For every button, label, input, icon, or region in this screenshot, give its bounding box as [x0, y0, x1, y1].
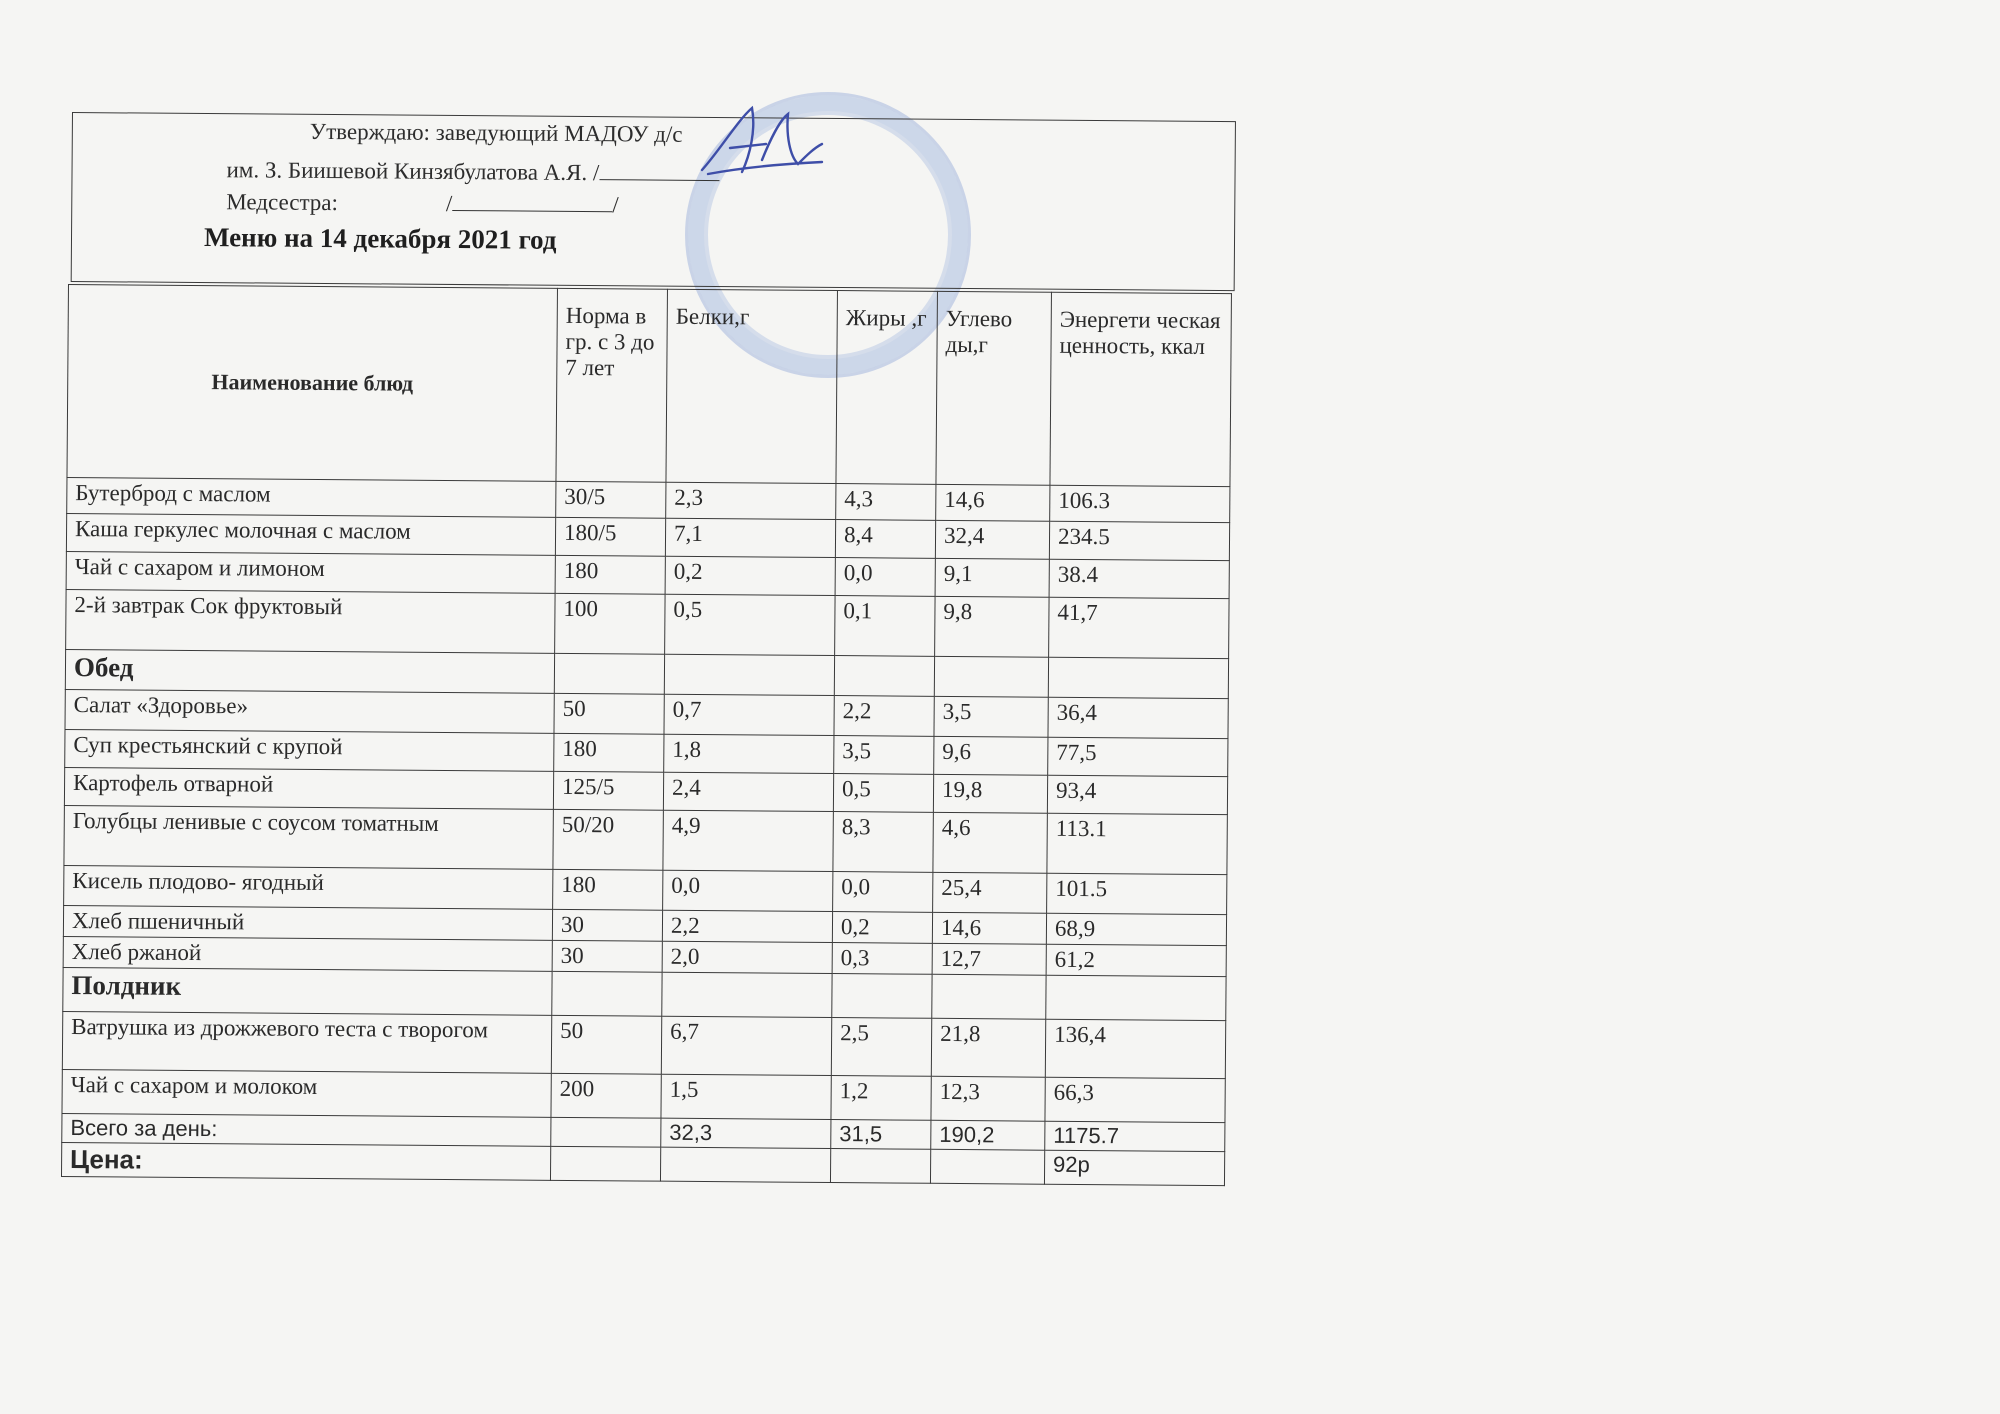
cell-norm: 50: [554, 693, 664, 734]
menu-body: [62, 477, 1230, 1122]
table-header-row: [67, 285, 1231, 487]
cell-name: Ватрушка из дрожжевого теста с творогом: [62, 1011, 551, 1073]
cell-energy: [1046, 975, 1226, 1020]
cell-norm: 200: [551, 1073, 661, 1118]
nurse-label: Медсестра:: [226, 189, 339, 216]
menu-table: [61, 284, 1232, 1186]
cell-fat: 0,1: [835, 596, 935, 657]
cell-norm: 125/5: [553, 771, 663, 810]
approval-line: Утверждаю: заведующий МАДОУ д/с: [309, 118, 683, 147]
cell-name: Чай с сахаром и лимоном: [66, 551, 555, 593]
price-empty-4: [930, 1149, 1044, 1184]
cell-energy: 234.5: [1049, 521, 1229, 560]
price-label: Цена:: [61, 1143, 550, 1181]
cell-protein: 2,0: [662, 941, 832, 973]
cell-protein: 7,1: [665, 518, 835, 557]
cell-carbs: 14,6: [932, 912, 1046, 944]
cell-fat: 0,2: [832, 912, 932, 944]
cell-carbs: 4,6: [933, 812, 1047, 873]
cell-protein: 2,4: [663, 772, 833, 811]
cell-protein: 6,7: [661, 1016, 831, 1075]
cell-norm: [552, 971, 662, 1016]
menu-title: Меню на 14 декабря 2021 год: [203, 222, 557, 255]
total-energy: 1175.7: [1045, 1121, 1225, 1152]
total-norm: [551, 1117, 661, 1147]
cell-fat: 0,0: [835, 558, 935, 597]
header-protein: Белки,г: [666, 289, 838, 483]
cell-carbs: 32,4: [935, 520, 1049, 559]
cell-energy: 41,7: [1049, 597, 1229, 658]
cell-norm: 30/5: [556, 481, 666, 518]
cell-protein: 2,3: [666, 482, 836, 519]
cell-name: Хлеб пшеничный: [63, 905, 552, 940]
cell-energy: 66,3: [1045, 1077, 1225, 1122]
total-protein: 32,3: [661, 1118, 831, 1149]
price-value: 92р: [1044, 1150, 1224, 1186]
director-name-line: [226, 156, 719, 187]
cell-norm: 180: [553, 869, 663, 910]
cell-norm: 180: [554, 733, 664, 772]
cell-name: 2-й завтрак Сок фруктовый: [66, 589, 555, 653]
cell-name: Картофель отварной: [64, 767, 553, 809]
nurse-line: Медсестра: / /: [226, 189, 619, 218]
cell-fat: [832, 973, 932, 1018]
cell-protein: 2,2: [662, 910, 832, 942]
cell-norm: 50/20: [553, 809, 663, 870]
cell-norm: 50: [551, 1015, 661, 1074]
header-dish-name: Наименование блюд: [67, 285, 558, 482]
cell-protein: [662, 972, 832, 1017]
cell-energy: 101.5: [1047, 873, 1227, 914]
cell-protein: 0,5: [665, 594, 835, 655]
price-empty-3: [830, 1149, 930, 1184]
cell-fat: 2,2: [834, 696, 934, 737]
total-fat: 31,5: [831, 1119, 931, 1149]
cell-protein: 1,8: [664, 734, 834, 773]
table-row: [66, 589, 1229, 658]
cell-fat: 0,5: [833, 774, 933, 813]
cell-fat: 0,3: [832, 942, 932, 974]
header-energy: Энергети ческая ценность, ккал: [1050, 292, 1232, 486]
cell-carbs: 25,4: [933, 872, 1047, 913]
cell-carbs: 9,6: [934, 736, 1048, 775]
cell-name: Полдник: [63, 967, 552, 1015]
cell-carbs: 14,6: [936, 484, 1050, 521]
header-norm: Норма в гр. с 3 до 7 лет: [556, 288, 668, 482]
cell-protein: 4,9: [663, 810, 833, 871]
table-row: [62, 1011, 1225, 1078]
cell-carbs: [932, 974, 1046, 1019]
cell-name: Каша геркулес молочная с маслом: [66, 513, 555, 555]
cell-carbs: 12,7: [932, 943, 1046, 975]
cell-fat: 2,5: [831, 1017, 931, 1076]
price-empty-1: [550, 1146, 660, 1181]
nurse-signature-blank: [452, 190, 612, 212]
cell-norm: 180/5: [555, 517, 665, 556]
cell-name: Бутерброд с маслом: [67, 477, 556, 517]
cell-name: Чай с сахаром и молоком: [62, 1069, 551, 1117]
cell-fat: 4,3: [836, 484, 936, 521]
cell-energy: 61,2: [1046, 944, 1226, 976]
cell-norm: 180: [555, 555, 665, 594]
cell-name: Голубцы ленивые с соусом томатным: [64, 805, 553, 869]
price-empty-2: [660, 1147, 830, 1182]
cell-fat: 8,3: [833, 812, 933, 873]
total-label: Всего за день:: [62, 1113, 551, 1146]
cell-fat: 8,4: [835, 520, 935, 559]
cell-fat: [834, 656, 934, 697]
cell-carbs: 9,8: [935, 596, 1049, 657]
document-header: [71, 112, 1236, 291]
cell-protein: [664, 654, 834, 695]
cell-carbs: 3,5: [934, 696, 1048, 737]
cell-protein: 1,5: [661, 1074, 831, 1119]
director-name: им. З. Биишевой Кинзябулатова А.Я. /: [226, 157, 600, 186]
cell-protein: 0,2: [665, 556, 835, 595]
cell-norm: [554, 653, 664, 694]
cell-carbs: [934, 656, 1048, 697]
cell-carbs: 19,8: [933, 774, 1047, 813]
cell-name: Кисель плодово- ягодный: [64, 865, 553, 909]
cell-carbs: 9,1: [935, 558, 1049, 597]
handwritten-signature: [690, 100, 830, 190]
cell-energy: 93,4: [1047, 775, 1227, 814]
cell-energy: 38.4: [1049, 559, 1229, 598]
cell-norm: 100: [555, 593, 665, 654]
cell-energy: 136,4: [1045, 1019, 1225, 1078]
cell-carbs: 21,8: [931, 1018, 1045, 1077]
header-carbs: Углево ды,г: [936, 291, 1052, 485]
cell-protein: 0,0: [663, 870, 833, 911]
cell-norm: 30: [552, 909, 662, 941]
table-row: [64, 805, 1227, 874]
cell-name: Обед: [65, 649, 554, 693]
cell-protein: 0,7: [664, 694, 834, 735]
cell-energy: [1048, 657, 1228, 698]
cell-fat: 1,2: [831, 1075, 931, 1120]
cell-energy: 68,9: [1046, 913, 1226, 945]
cell-carbs: 12,3: [931, 1076, 1045, 1121]
cell-energy: 106.3: [1050, 485, 1230, 522]
cell-fat: 3,5: [834, 736, 934, 775]
total-carbs: 190,2: [931, 1120, 1045, 1151]
header-fat: Жиры ,г: [836, 291, 938, 485]
cell-name: Салат «Здоровье»: [65, 689, 554, 733]
cell-name: Хлеб ржаной: [63, 936, 552, 971]
cell-energy: 77,5: [1048, 737, 1228, 776]
cell-energy: 36,4: [1048, 697, 1228, 738]
cell-energy: 113.1: [1047, 813, 1227, 874]
cell-fat: 0,0: [833, 872, 933, 913]
cell-norm: 30: [552, 940, 662, 972]
cell-name: Суп крестьянский с крупой: [65, 729, 554, 771]
